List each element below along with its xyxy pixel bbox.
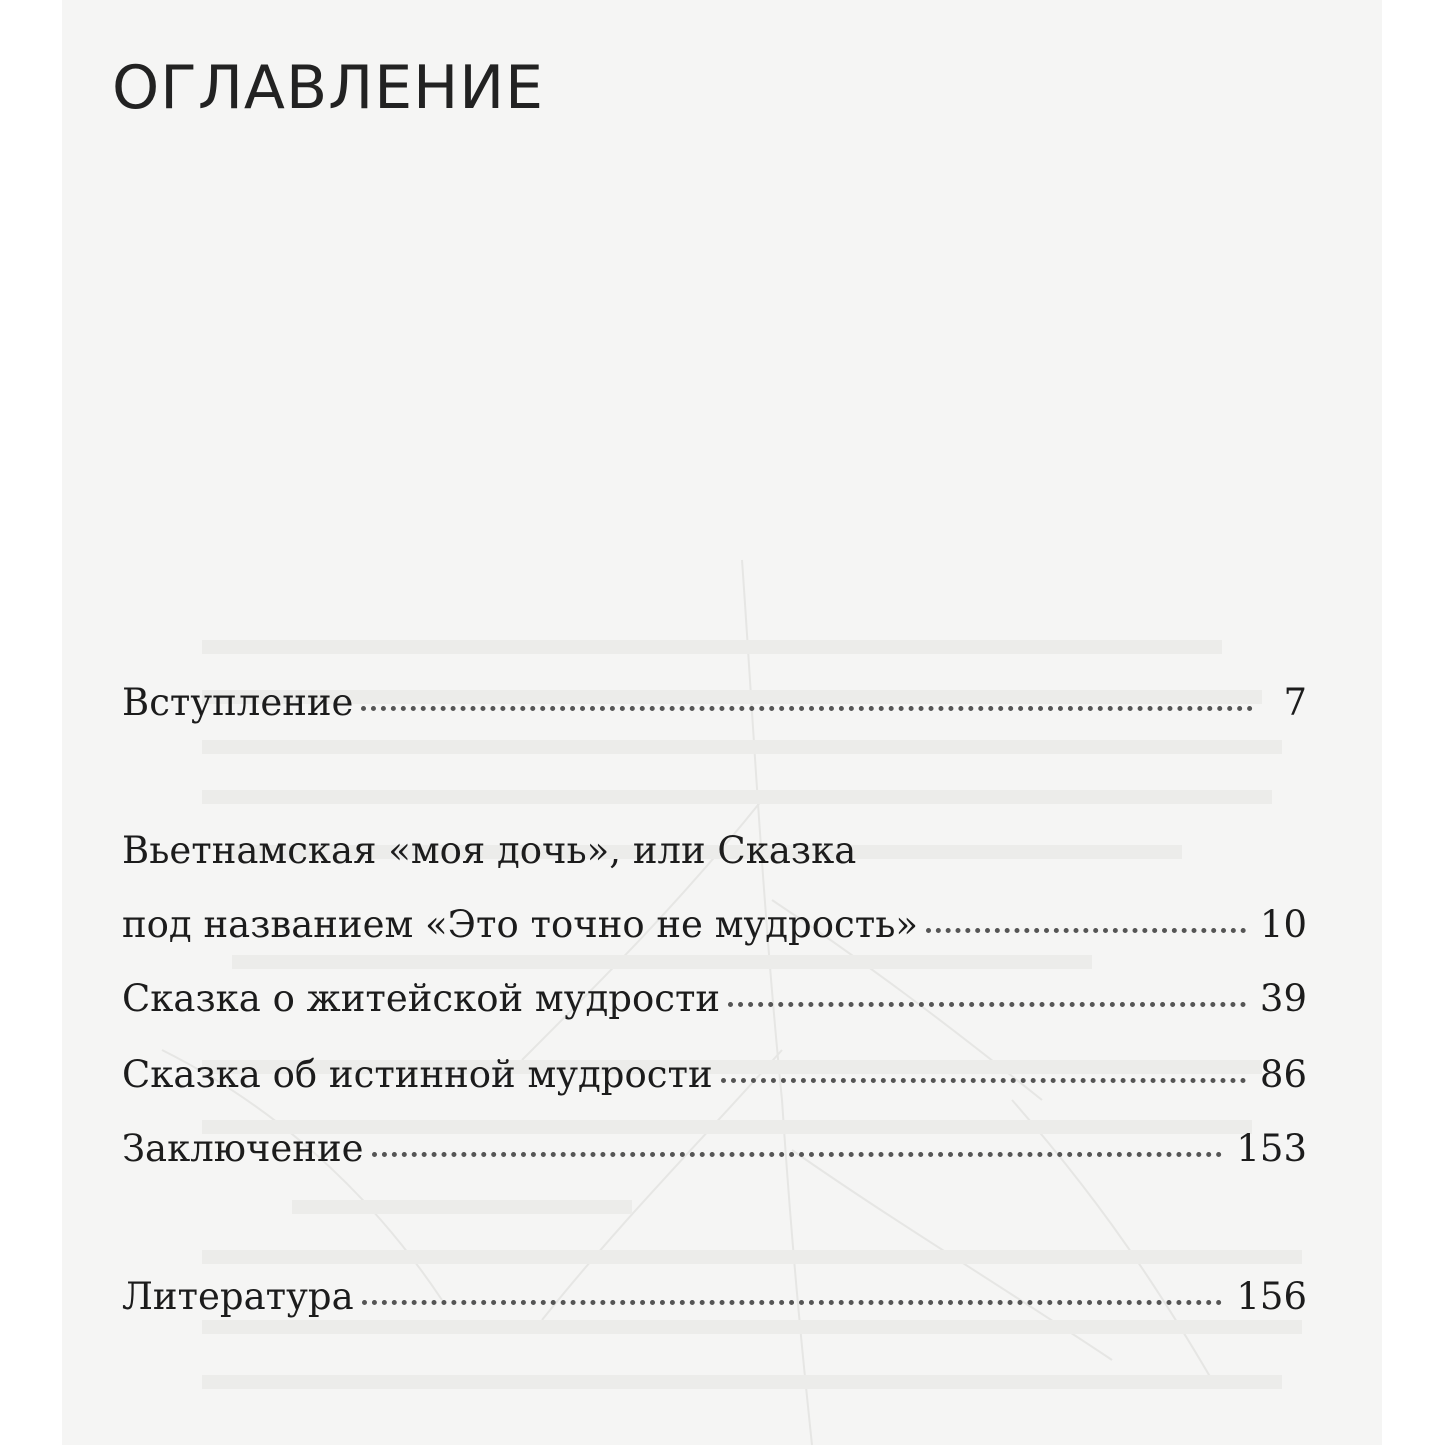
- toc-entry-title: Сказка о житейской мудрости: [122, 977, 721, 1020]
- toc-entry-page: 153: [1236, 1127, 1307, 1170]
- toc-entry-introduction[interactable]: [122, 681, 1307, 724]
- toc-entry-page: 39: [1259, 977, 1307, 1020]
- toc-entry-page: 10: [1259, 903, 1307, 946]
- dot-leader: [372, 1152, 1223, 1157]
- toc-entry-true-wisdom[interactable]: [122, 1053, 1307, 1096]
- toc-entry-literature[interactable]: [122, 1275, 1307, 1318]
- toc-entry-title: Литература: [122, 1275, 354, 1318]
- toc-entry-title: Вступление: [122, 681, 354, 724]
- toc-entry-everyday-wisdom[interactable]: [122, 977, 1307, 1020]
- toc-entry-page: 86: [1259, 1053, 1307, 1096]
- dot-leader: [361, 706, 1253, 711]
- toc-entry-page: 156: [1236, 1275, 1307, 1318]
- dot-leader: [721, 1078, 1246, 1083]
- toc-entry-conclusion[interactable]: [122, 1127, 1307, 1170]
- toc-entry-title: Заключение: [122, 1127, 364, 1170]
- toc-entry-vietnamese-tale[interactable]: [122, 903, 1307, 946]
- book-page: [62, 0, 1382, 1445]
- toc-entry-title: под названием «Это точно не мудрость»: [122, 903, 918, 946]
- dot-leader: [728, 1002, 1246, 1007]
- toc-entry-title: Сказка об истинной мудрости: [122, 1053, 713, 1096]
- toc-entry-title-line1[interactable]: Вьетнамская «моя дочь», или Сказка: [122, 829, 857, 872]
- toc-heading: ОГЛАВЛЕНИЕ: [112, 53, 545, 123]
- toc-entry-page: 7: [1283, 681, 1307, 724]
- dot-leader: [926, 928, 1246, 933]
- dot-leader: [362, 1300, 1223, 1305]
